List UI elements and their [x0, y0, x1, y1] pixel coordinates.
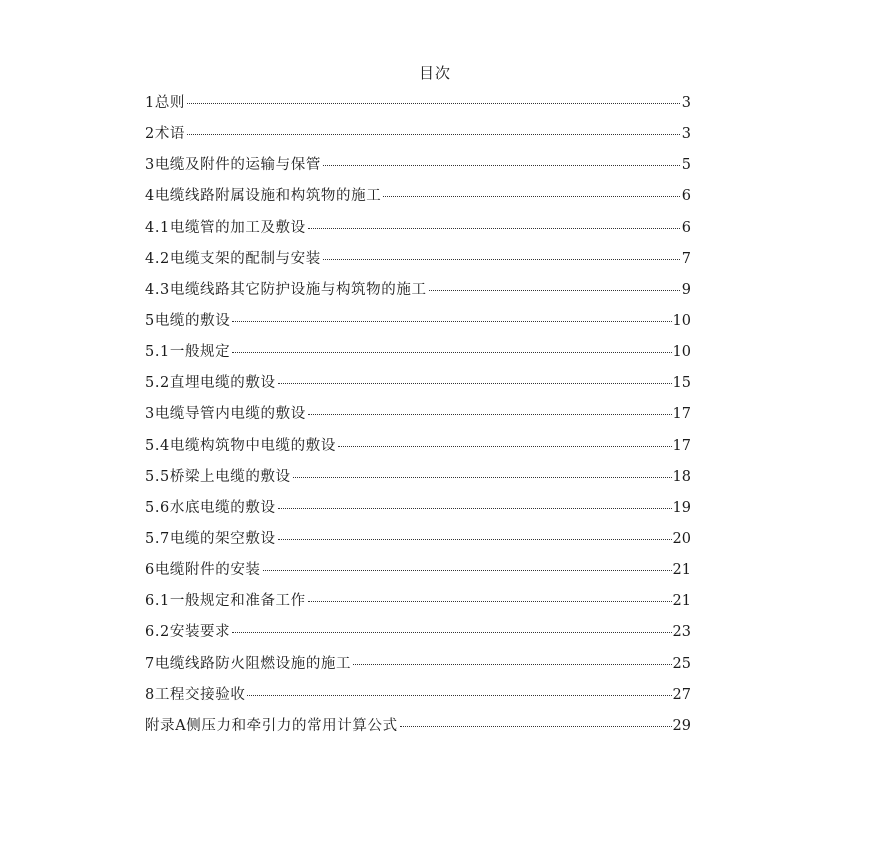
toc-leader-dots [187, 103, 680, 104]
toc-entry[interactable] [145, 279, 691, 310]
toc-leader-dots [353, 664, 671, 665]
toc-entry-page-number: 10 [672, 344, 691, 361]
toc-entry[interactable] [145, 528, 691, 559]
toc-entry-label: 4.2电缆支架的配制与安装 [145, 250, 321, 267]
toc-list [145, 92, 691, 746]
toc-entry[interactable] [145, 653, 691, 684]
toc-entry[interactable] [145, 310, 691, 341]
toc-entry-label: 3电缆及附件的运输与保管 [145, 157, 321, 174]
toc-entry[interactable] [145, 217, 691, 248]
toc-leader-dots [308, 228, 680, 229]
toc-entry-page-number: 6 [681, 219, 691, 236]
toc-entry-page-number: 3 [681, 126, 691, 143]
toc-leader-dots [293, 477, 672, 478]
toc-entry-page-number: 23 [672, 624, 691, 641]
toc-entry-page-number: 9 [681, 281, 691, 298]
toc-entry-label: 7电缆线路防火阻燃设施的施工 [145, 655, 352, 672]
toc-entry-page-number: 17 [672, 406, 691, 423]
toc-entry-page-number: 25 [672, 655, 691, 672]
toc-entry[interactable] [145, 92, 691, 123]
toc-entry-label: 6.2安装要求 [145, 624, 231, 641]
toc-leader-dots [429, 290, 680, 291]
toc-leader-dots [232, 321, 671, 322]
toc-entry[interactable] [145, 341, 691, 372]
toc-entry-label: 3电缆导管内电缆的敷设 [145, 406, 306, 423]
toc-entry[interactable] [145, 684, 691, 715]
toc-leader-dots [323, 165, 680, 166]
toc-entry-page-number: 7 [681, 250, 691, 267]
toc-entry[interactable] [145, 435, 691, 466]
toc-entry[interactable] [145, 123, 691, 154]
toc-entry-label: 4电缆线路附属设施和构筑物的施工 [145, 188, 382, 205]
toc-entry-page-number: 3 [681, 95, 691, 111]
toc-entry-label: 5.2直埋电缆的敷设 [145, 375, 276, 392]
toc-entry-page-number: 29 [672, 717, 691, 734]
toc-entry-page-number: 17 [672, 437, 691, 454]
toc-entry-label: 4.3电缆线路其它防护设施与构筑物的施工 [145, 281, 427, 298]
toc-leader-dots [383, 196, 680, 197]
toc-entry-page-number: 21 [672, 593, 691, 610]
toc-title: 目次 [418, 64, 451, 82]
toc-entry-page-number: 19 [672, 499, 691, 516]
toc-entry-page-number: 15 [672, 375, 691, 392]
toc-entry-label: 附录A侧压力和牵引力的常用计算公式 [145, 717, 398, 734]
toc-leader-dots [232, 632, 671, 633]
toc-entry[interactable] [145, 154, 691, 185]
toc-entry-label: 4.1电缆管的加工及敷设 [145, 219, 306, 236]
toc-leader-dots [263, 570, 672, 571]
toc-entry[interactable] [145, 621, 691, 652]
toc-entry-page-number: 10 [672, 312, 691, 329]
toc-leader-dots [400, 726, 672, 727]
toc-entry[interactable] [145, 590, 691, 621]
toc-entry-label: 5.7电缆的架空敷设 [145, 530, 276, 547]
toc-entry[interactable] [145, 466, 691, 497]
toc-entry[interactable] [145, 403, 691, 434]
toc-entry-page-number: 6 [681, 188, 691, 205]
toc-entry[interactable] [145, 185, 691, 216]
toc-leader-dots [338, 446, 672, 447]
toc-entry[interactable] [145, 372, 691, 403]
toc-leader-dots [278, 539, 672, 540]
toc-leader-dots [232, 352, 671, 353]
toc-entry-label: 5.4电缆构筑物中电缆的敷设 [145, 437, 336, 454]
toc-entry[interactable] [145, 497, 691, 528]
toc-entry-page-number: 5 [681, 157, 691, 174]
toc-leader-dots [323, 259, 680, 260]
toc-leader-dots [308, 601, 672, 602]
toc-entry-page-number: 18 [672, 468, 691, 485]
toc-entry-label: 2术语 [145, 126, 186, 143]
toc-entry-page-number: 27 [672, 686, 691, 703]
toc-leader-dots [278, 508, 672, 509]
toc-leader-dots [278, 383, 672, 384]
toc-entry-label: 6.1一般规定和准备工作 [145, 593, 306, 610]
toc-entry-page-number: 21 [672, 562, 691, 579]
toc-entry[interactable] [145, 715, 691, 746]
toc-entry-label: 5.5桥梁上电缆的敷设 [145, 468, 291, 485]
toc-entry-page-number: 20 [672, 530, 691, 547]
toc-leader-dots [187, 134, 680, 135]
toc-entry[interactable] [145, 248, 691, 279]
toc-leader-dots [247, 695, 671, 696]
toc-entry-label: 1总则 [145, 95, 186, 111]
toc-entry-label: 6电缆附件的安装 [145, 562, 261, 579]
toc-entry-label: 5电缆的敷设 [145, 312, 231, 329]
toc-entry[interactable] [145, 559, 691, 590]
toc-entry-label: 5.1一般规定 [145, 344, 231, 361]
toc-entry-label: 8工程交接验收 [145, 686, 246, 703]
toc-entry-label: 5.6水底电缆的敷设 [145, 499, 276, 516]
toc-leader-dots [308, 414, 672, 415]
